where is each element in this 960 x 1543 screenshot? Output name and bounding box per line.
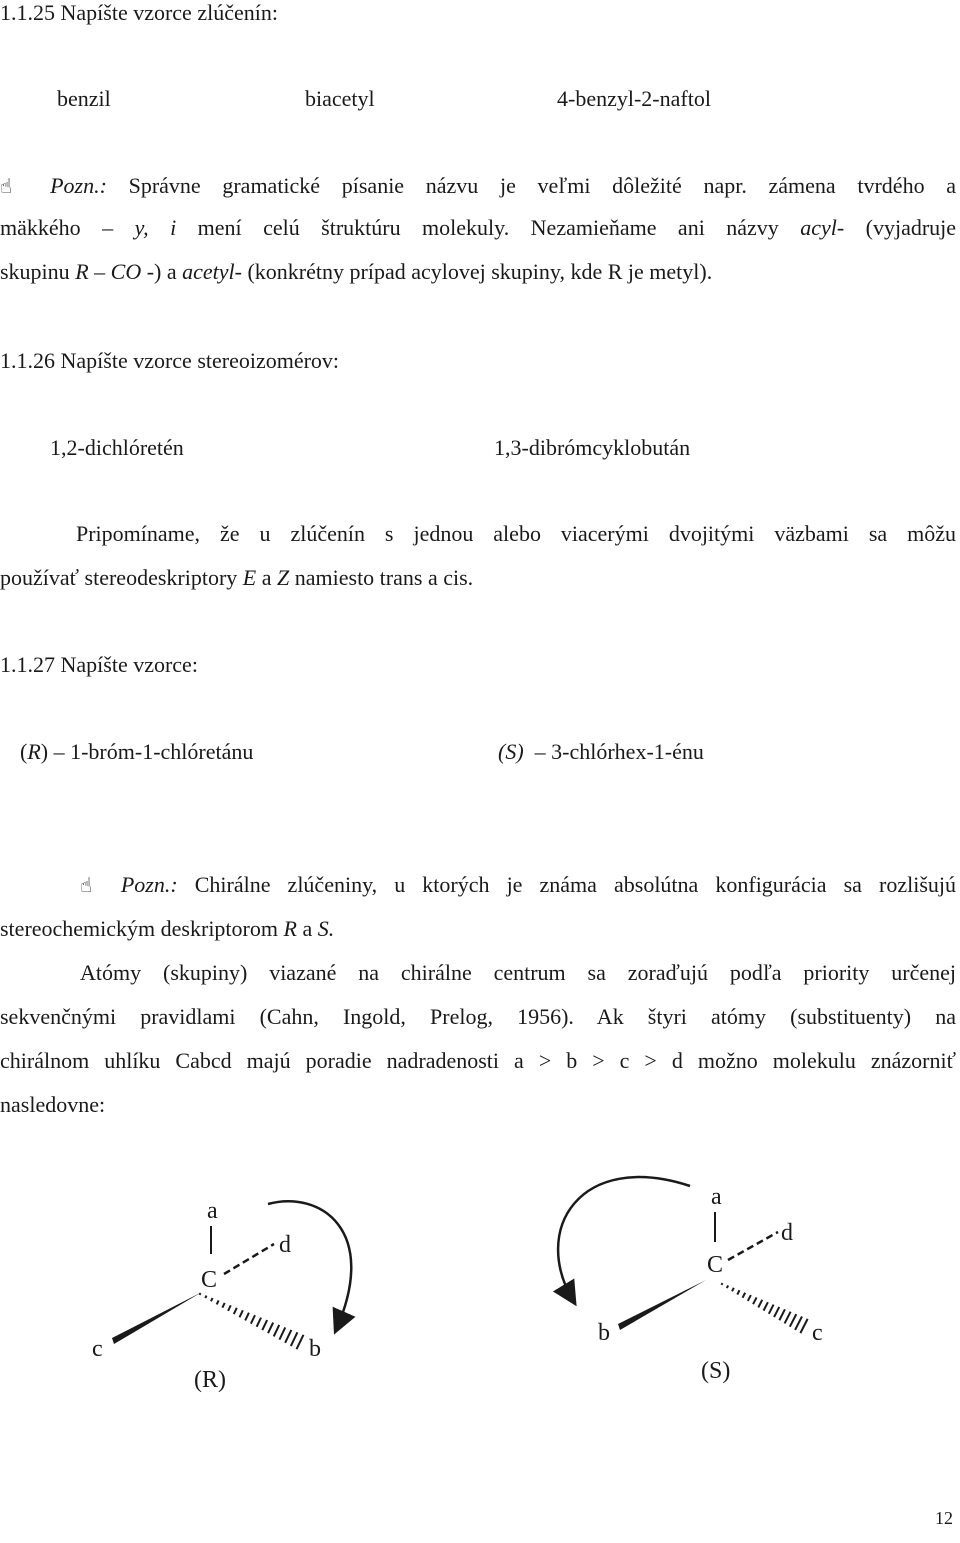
note-text: acetyl- <box>182 259 242 284</box>
paragraph-text: namiesto trans a cis. <box>294 565 474 590</box>
hash-tick <box>748 1295 751 1301</box>
s-configuration <box>558 1177 823 1384</box>
compound-dichloretene: 1,2-dichlóretén <box>50 435 184 460</box>
hash-tick <box>274 1325 279 1336</box>
stereo-diagram <box>0 1160 960 1420</box>
hash-tick <box>234 1308 237 1314</box>
hash-tick <box>753 1297 756 1304</box>
r-substituent-a: a <box>207 1198 218 1224</box>
hash-tick <box>774 1307 779 1317</box>
exercise-25-heading: 1.1.25 Napíšte vzorce zlúčenín: <box>0 0 278 25</box>
hash-tick <box>743 1293 746 1298</box>
note-text: Chirálne zlúčeniny, u ktorých je známa absolútna konfigurácia sa rozlišujú <box>194 872 956 897</box>
hash-tick <box>211 1298 213 1301</box>
compound-text: (S) <box>498 739 524 764</box>
note-text: stereochemickým deskriptorom <box>0 916 278 941</box>
hash-tick <box>222 1303 224 1308</box>
paragraph-text: Z <box>277 565 290 590</box>
note-text: i <box>170 215 177 240</box>
s-bond-c-hashed <box>722 1283 808 1333</box>
note-2-line-2 <box>0 918 334 940</box>
pointing-hand-icon: ☝ <box>0 174 29 198</box>
r-label: (R) <box>194 1367 226 1393</box>
compound-bromchloretan <box>20 741 253 763</box>
r-central-carbon: C <box>201 1267 218 1293</box>
note-1-line-2 <box>0 217 956 239</box>
note-1-line-1 <box>0 175 956 197</box>
s-bond-d-dashed <box>728 1232 778 1260</box>
r-bond-c-wedge <box>112 1292 202 1344</box>
note-text: CO <box>110 259 142 284</box>
hash-tick <box>285 1330 291 1343</box>
r-bond-d-dashed <box>224 1244 274 1274</box>
note-text: skupinu <box>0 259 70 284</box>
hash-tick <box>251 1315 255 1323</box>
r-substituent-c: c <box>92 1336 103 1362</box>
note-2-line-6: nasledovne: <box>0 1092 106 1117</box>
hash-tick <box>217 1300 219 1304</box>
note-1-line-3 <box>0 261 712 283</box>
hash-tick <box>297 1335 304 1349</box>
hash-tick <box>228 1305 231 1311</box>
s-substituent-a: a <box>711 1184 722 1210</box>
s-bond-b-wedge <box>618 1280 706 1330</box>
pointing-hand-icon: ☝ <box>80 873 104 897</box>
note-2-line-5: chirálnom uhlíku Cabcd majú poradie nadradenosti a > b > c > d možno molekulu znázorniť <box>0 1048 956 1073</box>
hash-tick <box>257 1318 261 1327</box>
hash-tick <box>732 1288 734 1291</box>
s-substituent-d: d <box>781 1220 793 1246</box>
hash-tick <box>200 1293 201 1295</box>
compound-text: – 3-chlórhex-1-énu <box>534 739 704 764</box>
note-text: – <box>94 259 106 284</box>
note-text: (vyjadruje <box>865 215 957 240</box>
hash-tick <box>764 1302 768 1310</box>
ex26-paragraph-line-1: Pripomíname, že u zlúčenín s jednou alebo viacerými dvojitými väzbami sa môžu <box>76 521 956 546</box>
s-substituent-c: c <box>812 1320 823 1346</box>
s-substituent-b: b <box>598 1320 610 1346</box>
compound-text: R <box>27 739 41 764</box>
r-bond-b-hashed <box>200 1293 304 1349</box>
note-text: Správne gramatické písanie názvu je veľmi dôležité napr. zámena tvrdého a <box>128 173 957 198</box>
hash-tick <box>737 1290 739 1294</box>
r-substituent-b: b <box>309 1336 321 1362</box>
compound-chlorhexenu <box>498 741 704 763</box>
compound-benzyl-naftol: 4-benzyl-2-naftol <box>557 86 711 111</box>
note-text: – <box>102 215 114 240</box>
s-label: (S) <box>701 1358 731 1384</box>
note-text: acyl- <box>800 215 845 240</box>
r-rotation-arrow <box>268 1201 351 1330</box>
hash-tick <box>722 1283 723 1285</box>
note-text: R <box>283 916 297 941</box>
hash-tick <box>800 1319 807 1333</box>
note-text: a <box>302 916 313 941</box>
hash-tick <box>727 1285 728 1288</box>
hash-tick <box>790 1314 796 1327</box>
note-text: R <box>75 259 89 284</box>
paragraph-text: E <box>242 565 257 590</box>
paragraph-text: a <box>261 565 272 590</box>
note-label: Pozn.: <box>50 173 107 198</box>
hash-tick <box>205 1296 206 1299</box>
exercise-26-heading: 1.1.26 Napíšte vzorce stereoizomérov: <box>0 348 340 373</box>
note-label: Pozn.: <box>120 872 178 897</box>
compound-text: ) – 1-bróm-1-chlóretánu <box>40 739 254 764</box>
note-2-line-4: sekvenčnými pravidlami (Cahn, Ingold, Prelog, 1956). Ak štyri atómy (substituenty) na <box>0 1004 956 1029</box>
compound-benzil: benzil <box>57 86 111 111</box>
note-text: y, <box>134 215 149 240</box>
hash-tick <box>779 1309 785 1320</box>
hash-tick <box>279 1327 285 1339</box>
note-2-line-3: Atómy (skupiny) viazané na chirálne centrum sa zoraďujú podľa priority určenej <box>80 960 956 985</box>
hash-tick <box>239 1310 242 1317</box>
exercise-27-heading: 1.1.27 Napíšte vzorce: <box>0 652 198 677</box>
note-text: -) a <box>146 259 177 284</box>
note-2-line-1 <box>80 874 956 896</box>
r-substituent-d: d <box>279 1232 291 1258</box>
note-text: mäkkého <box>0 215 81 240</box>
compound-biacetyl: biacetyl <box>305 86 375 111</box>
s-rotation-arrow <box>558 1177 690 1302</box>
hash-tick <box>758 1300 762 1308</box>
ex26-paragraph-line-2 <box>0 567 473 589</box>
hash-tick <box>262 1320 267 1330</box>
compound-text: ( <box>20 739 28 764</box>
r-configuration <box>92 1198 351 1393</box>
s-central-carbon: C <box>707 1252 724 1278</box>
hash-tick <box>785 1312 791 1324</box>
hash-tick <box>245 1313 249 1321</box>
hash-tick <box>291 1332 298 1346</box>
hash-tick <box>795 1316 802 1329</box>
compound-dibromcyklobutan: 1,3-dibrómcyklobután <box>494 435 691 460</box>
hash-tick <box>268 1323 273 1334</box>
note-text: (konkrétny prípad acylovej skupiny, kde R je metyl). <box>247 259 713 284</box>
hash-tick <box>769 1305 774 1314</box>
paragraph-text: používať stereodeskriptory <box>0 565 238 590</box>
note-text: S. <box>317 916 335 941</box>
page-number: 12 <box>935 1508 953 1528</box>
note-text: mení celú štruktúru molekuly. Nezamieňame ani názvy <box>197 215 779 240</box>
